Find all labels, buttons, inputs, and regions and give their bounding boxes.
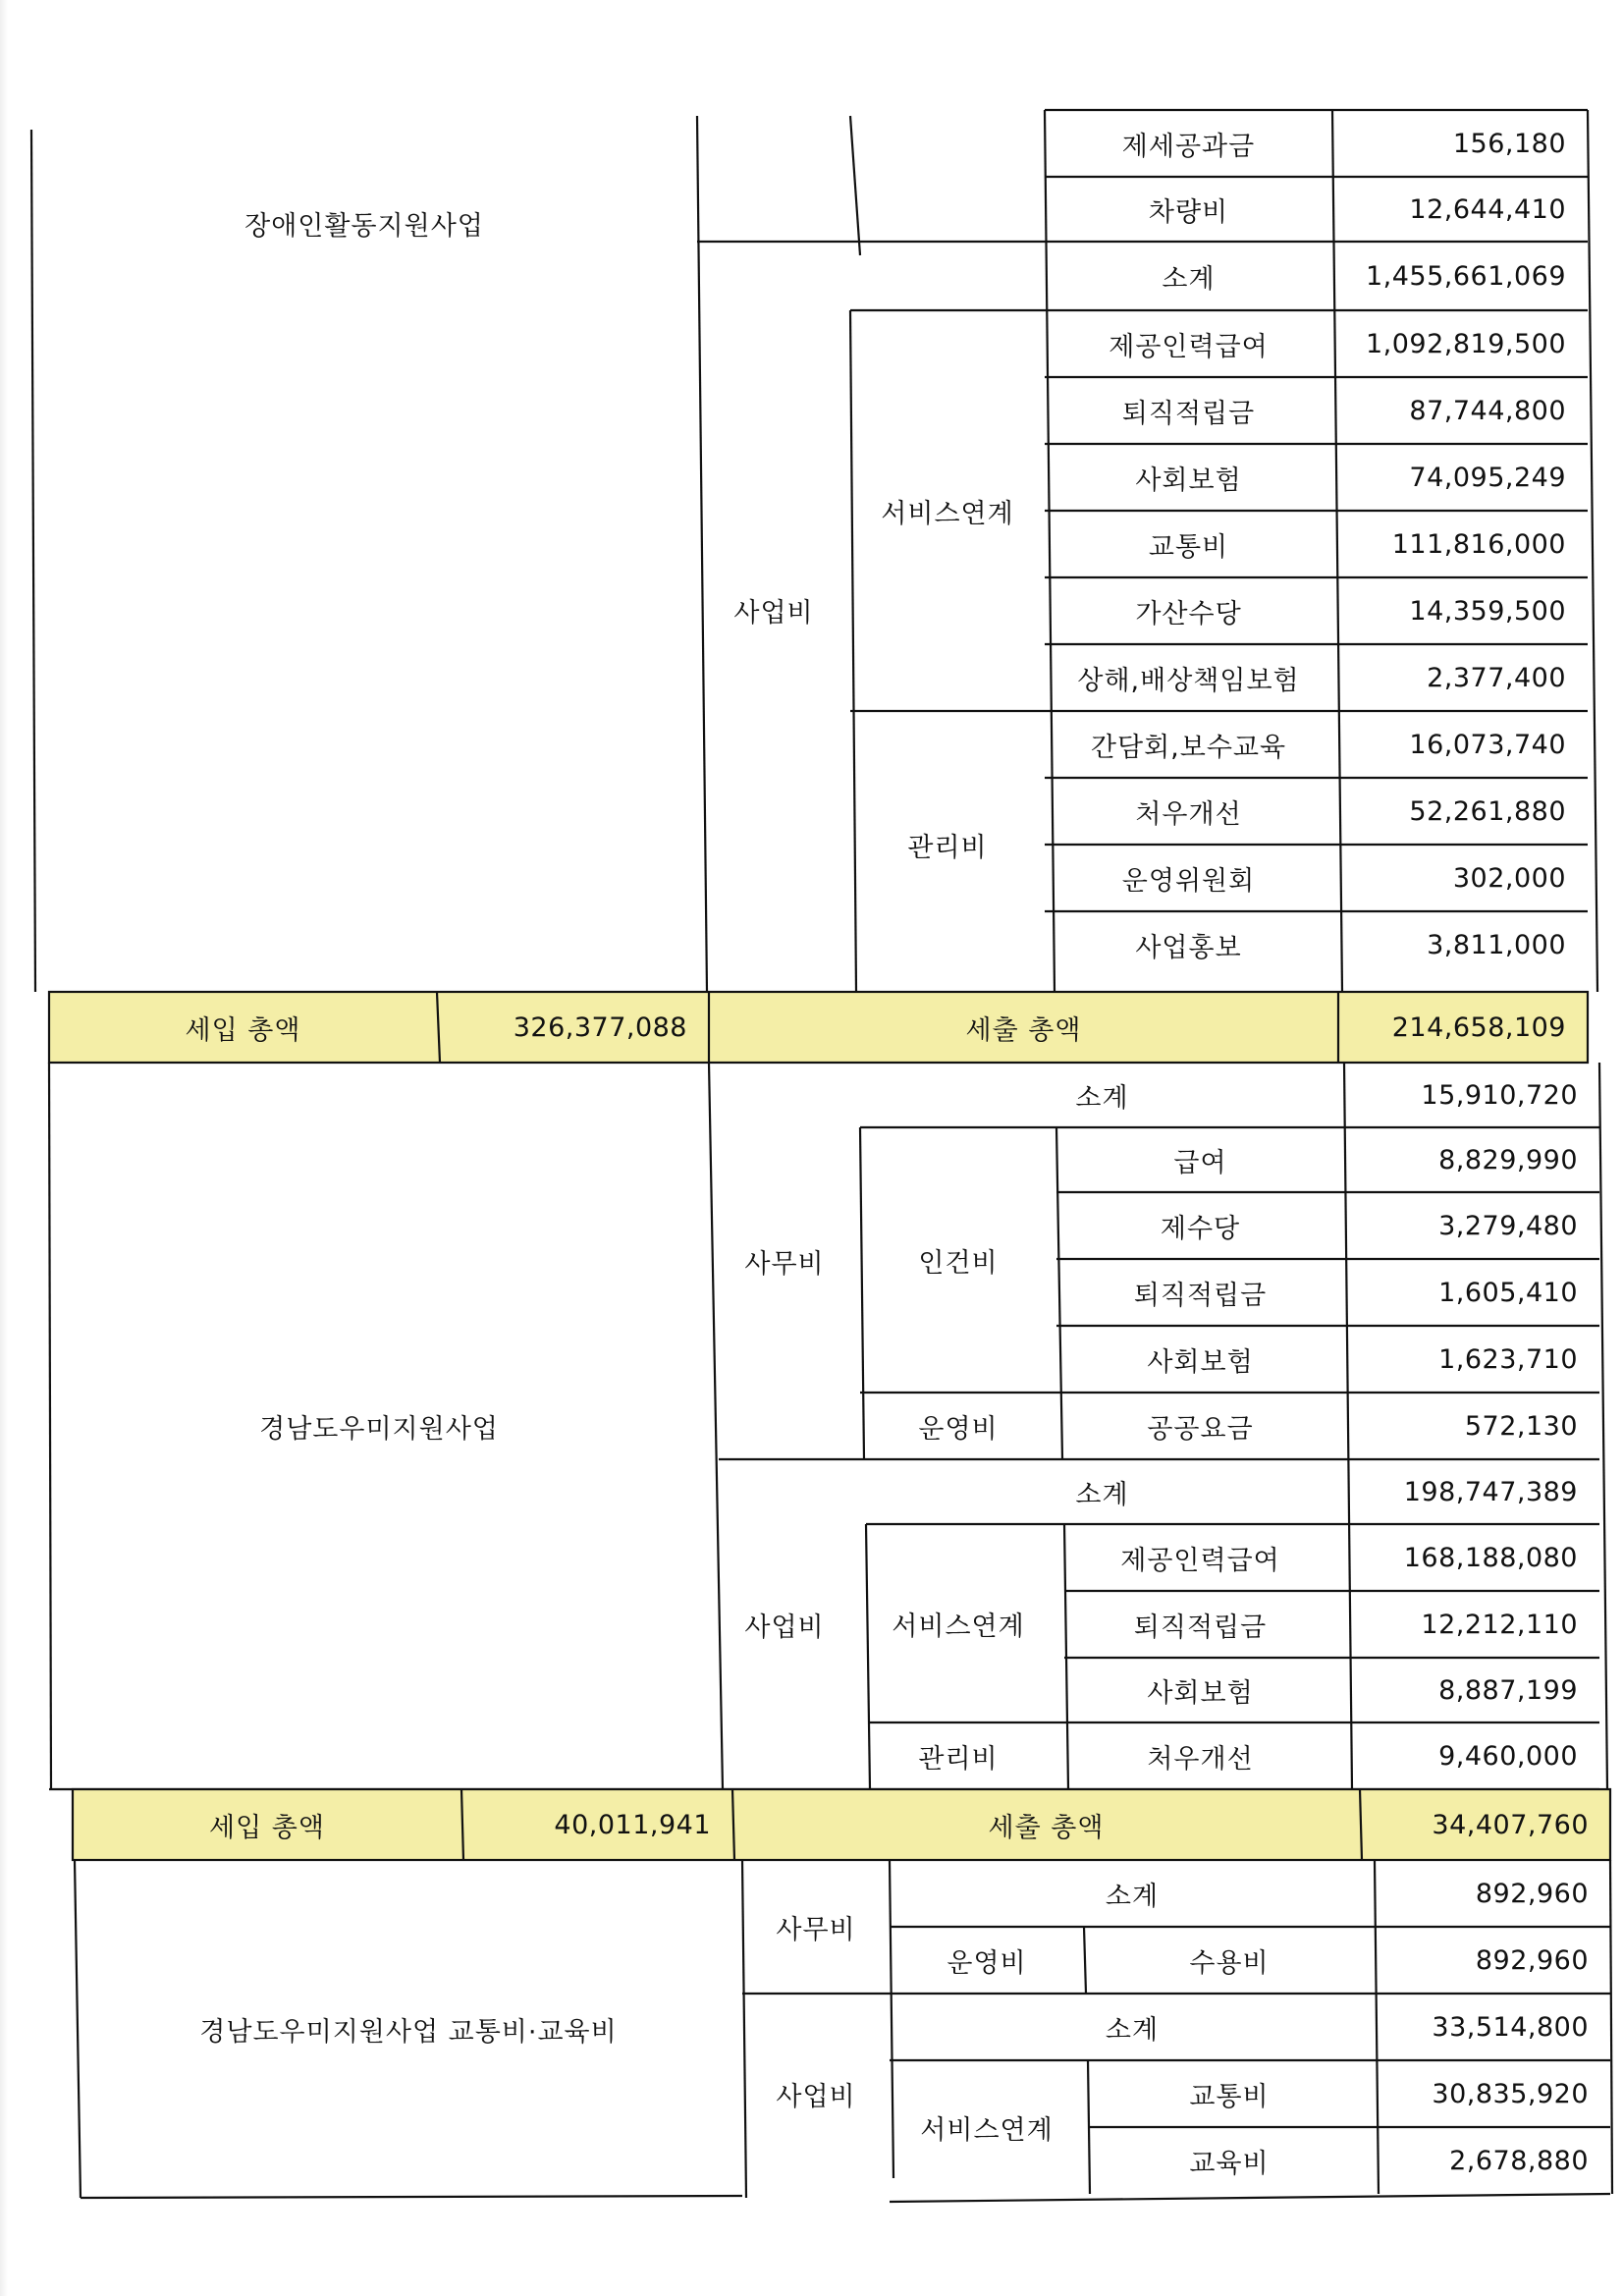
amount-cell: 168,188,080 [1403, 1542, 1578, 1573]
category-level2: 운영비 [918, 1413, 999, 1445]
category-level1: 사업비 [733, 597, 814, 629]
amount-cell: 30,835,920 [1432, 2078, 1589, 2109]
amount-cell: 12,644,410 [1409, 193, 1566, 225]
item-cell: 운영위원회 [1121, 865, 1256, 897]
income-total-value: 326,377,088 [513, 1011, 687, 1043]
expense-total-label: 세출 총액 [988, 1812, 1105, 1843]
amount-cell: 156,180 [1452, 128, 1566, 159]
amount-cell: 12,212,110 [1421, 1609, 1578, 1640]
subtotal-label: 소계 [1105, 2014, 1160, 2046]
outer-right-line [1610, 1860, 1612, 2194]
expense-total-value: 34,407,760 [1432, 1809, 1589, 1840]
category-level2: 관리비 [907, 832, 988, 863]
amount-cell: 892,960 [1475, 1944, 1589, 1976]
amount-cell: 15,910,720 [1421, 1079, 1578, 1111]
category-level2: 서비스연계 [920, 2114, 1054, 2146]
item-cell: 사회보험 [1147, 1677, 1254, 1709]
item-cell: 교통비 [1148, 531, 1229, 563]
amount-cell: 198,747,389 [1403, 1476, 1578, 1507]
amount-cell: 8,887,199 [1438, 1674, 1578, 1706]
bottom-line [890, 2194, 1610, 2202]
subtotal-label: 소계 [1075, 1082, 1129, 1114]
category-level2: 운영비 [947, 1947, 1027, 1979]
amount-cell: 33,514,800 [1432, 2011, 1589, 2043]
category-level2: 관리비 [918, 1743, 999, 1775]
item-cell: 퇴직적립금 [1133, 1612, 1268, 1643]
item-cell: 사회보험 [1147, 1346, 1254, 1378]
item-cell: 퇴직적립금 [1121, 398, 1256, 429]
program-name: 경남도우미지원사업 [259, 1413, 499, 1445]
program-name: 장애인활동지원사업 [244, 210, 484, 242]
item-cell: 사업홍보 [1135, 932, 1242, 963]
amount-cell: 74,095,249 [1409, 462, 1566, 493]
item-cell: 처우개선 [1135, 798, 1242, 830]
amount-cell: 1,605,410 [1438, 1277, 1578, 1308]
item-cell: 퇴직적립금 [1133, 1280, 1268, 1311]
category-level2: 서비스연계 [892, 1611, 1025, 1642]
income-total-label: 세입 총액 [209, 1812, 325, 1843]
amount-cell: 16,073,740 [1409, 729, 1566, 760]
income-total-value: 40,011,941 [554, 1809, 711, 1840]
item-cell: 사회보험 [1135, 465, 1242, 496]
amount-cell: 1,455,661,069 [1365, 260, 1566, 292]
amount-cell: 892,960 [1475, 1878, 1589, 1909]
amount-cell: 14,359,500 [1409, 595, 1566, 627]
item-cell: 교육비 [1189, 2148, 1270, 2179]
item-cell: 제수당 [1160, 1213, 1241, 1244]
category-level2: 서비스연계 [881, 498, 1014, 529]
item-cell: 가산수당 [1135, 598, 1242, 629]
outer-right-line [1599, 1063, 1607, 1789]
item-cell: 교통비 [1189, 2081, 1270, 2112]
subtotal-label: 소계 [1075, 1479, 1129, 1510]
item-cell: 차량비 [1148, 196, 1229, 228]
amount-cell: 111,816,000 [1391, 528, 1566, 560]
program-name: 경남도우미지원사업 교통비·교육비 [199, 2016, 618, 2048]
item-cell: 제세공과금 [1121, 131, 1256, 162]
expense-total-value: 214,658,109 [1391, 1011, 1566, 1043]
item-cell: 간담회,보수교육 [1090, 732, 1287, 763]
amount-cell: 87,744,800 [1409, 395, 1566, 426]
item-cell: 공공요금 [1147, 1413, 1254, 1445]
amount-cell: 1,623,710 [1438, 1343, 1578, 1375]
category-level1: 사무비 [744, 1248, 825, 1280]
amount-cell: 9,460,000 [1438, 1740, 1578, 1772]
amount-cell: 572,130 [1464, 1410, 1578, 1442]
income-total-label: 세입 총액 [185, 1014, 301, 1046]
amount-cell: 3,811,000 [1427, 929, 1566, 960]
item-cell: 급여 [1173, 1147, 1227, 1178]
item-cell: 제공인력급여 [1120, 1545, 1280, 1576]
expense-total-label: 세출 총액 [965, 1014, 1082, 1046]
col-divider-2-top [850, 116, 860, 255]
subtotal-label: 소계 [1105, 1881, 1160, 1912]
amount-cell: 52,261,880 [1409, 795, 1566, 827]
amount-cell: 2,377,400 [1427, 662, 1566, 693]
item-cell: 소계 [1162, 263, 1216, 295]
amount-cell: 2,678,880 [1449, 2145, 1589, 2176]
amount-cell: 3,279,480 [1438, 1210, 1578, 1241]
amount-cell: 302,000 [1452, 862, 1566, 894]
category-level1: 사무비 [776, 1914, 856, 1945]
item-cell: 수용비 [1189, 1947, 1270, 1979]
item-cell: 상해,배상책임보험 [1077, 665, 1300, 696]
amount-cell: 8,829,990 [1438, 1144, 1578, 1175]
category-level1: 사업비 [744, 1612, 825, 1643]
category-level2: 인건비 [918, 1247, 999, 1279]
item-cell: 처우개선 [1147, 1743, 1254, 1775]
amount-cell: 1,092,819,500 [1365, 328, 1566, 359]
category-level1: 사업비 [776, 2081, 856, 2112]
outer-right-line [1588, 110, 1597, 992]
item-cell: 제공인력급여 [1109, 331, 1269, 362]
